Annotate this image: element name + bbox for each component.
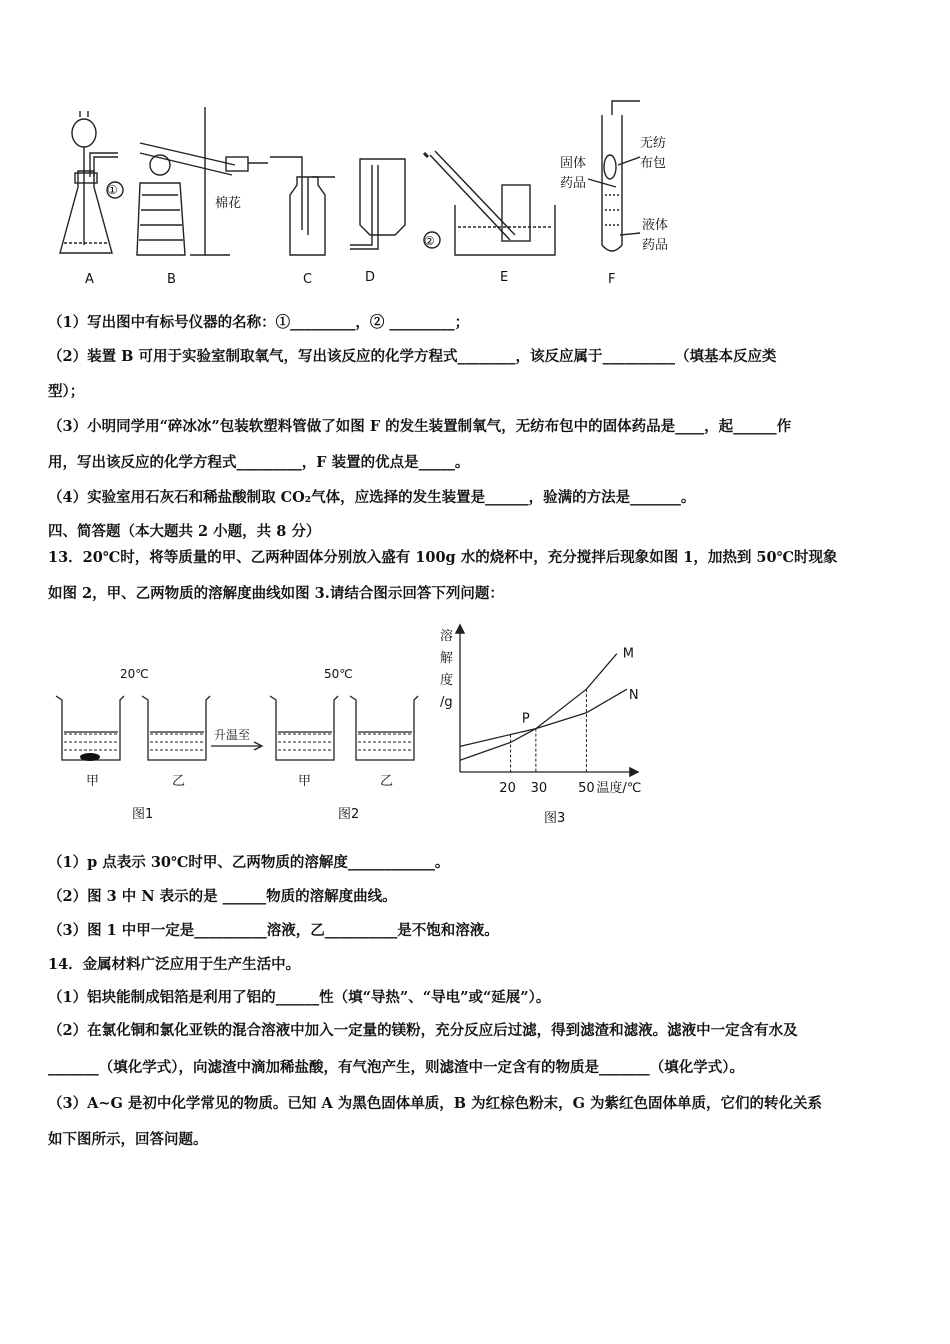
label-a: A [85,272,94,287]
heat-arrow-label: 升温至 [214,728,251,742]
q14-part3a: （3）A~G 是初中化学常见的物质。已知 A 为黑色固体单质，B 为红棕色粉末，G 为紫红色固体单质，它们的转化关系 [48,1095,822,1112]
q14-stem: 14．金属材料广泛应用于生产生活中。 [48,956,301,973]
series-n-label: N [628,688,639,704]
ylabel-4: /g [440,695,453,710]
q14-part2a: （2）在氯化铜和氯化亚铁的混合溶液中加入一定量的镁粉，充分反应后过滤，得到滤渣和滤液。滤液中一定含有水及 [48,1022,798,1039]
q13-stem-b: 如图 2，甲、乙两物质的溶解度曲线如图 3.请结合图示回答下列问题： [48,585,504,602]
fig2-temp: 50℃ [324,667,353,681]
solid-label-2: 药品 [560,176,587,191]
label-f: F [608,272,616,287]
ylabel-2: 解 [440,651,454,666]
label-d: D [365,270,376,285]
label-c: C [303,272,313,287]
q12-part3b: 用，写出该反应的化学方程式_________，F 装置的优点是_____。 [48,454,470,471]
apparatus-c [270,157,335,255]
apparatus-d [350,159,405,249]
ylabel-3: 度 [440,673,454,688]
apparatus-figure [40,95,720,295]
mark-2: ② [424,234,435,248]
label-e: E [500,270,509,285]
yi-1: 乙 [172,774,186,789]
q13-stem-a: 13．20℃时，将等质量的甲、乙两种固体分别放入盛有 100g 水的烧杯中，充分搅拌后现象如图 1，加热到 50℃时现象 [48,549,838,566]
q12-part1: （1）写出图中有标号仪器的名称：①_________，② _________； [48,314,470,331]
q14-part3b: 如下图所示，回答问题。 [48,1131,208,1148]
fig2-caption: 图2 [338,807,360,822]
series-m-label: M [622,646,634,662]
apparatus-e [424,151,555,255]
series-n-curve [460,689,627,746]
solubility-chart [432,620,662,830]
beakers-figure [48,660,428,830]
x-tick-30: 30 [530,781,548,796]
q13-part2: （2）图 3 中 N 表示的是 ______物质的溶解度曲线。 [48,888,397,905]
q13-part3: （3）图 1 中甲一定是__________溶液，乙__________是不饱和溶液。 [48,922,499,939]
jia-1: 甲 [86,774,100,789]
apparatus-f [588,101,640,251]
fig1-caption: 图1 [132,807,154,822]
bag-label-2: 布包 [640,156,667,171]
x-axis-label: 温度/℃ [596,781,642,796]
series-m-curve [460,654,617,761]
section-heading: 四、简答题（本大题共 2 小题，共 8 分） [48,523,321,540]
fig3-caption: 图3 [544,811,566,826]
q12-part2a: （2）装置 B 可用于实验室制取氧气，写出该反应的化学方程式________，该反应属于__________（填基本反应类 [48,348,777,365]
x-tick-50: 50 [578,781,595,796]
apparatus-a [60,111,118,253]
apparatus-b [107,107,268,255]
ylabel-1: 溶 [440,629,454,644]
cotton-label: 棉花 [215,196,242,211]
q12-part4: （4）实验室用石灰石和稀盐酸制取 CO₂气体，应选择的发生装置是______，验满的方法是_______。 [48,489,696,506]
solid-label-1: 固体 [560,156,587,171]
q12-part3a: （3）小明同学用“碎冰冰”包装软塑料管做了如图 F 的发生装置制氧气，无纺布包中的固体药品是____，起______作 [48,418,792,435]
q12-part2b: 型）； [48,383,85,400]
q14-part1: （1）铝块能制成铝箔是利用了铝的______性（填“导热”、“导电”或“延展”）。 [48,989,551,1006]
point-p-label: P [521,711,530,727]
liquid-label-2: 药品 [642,238,669,253]
x-tick-20: 20 [499,781,516,796]
fig1-temp: 20℃ [120,667,149,681]
mark-1: ① [107,183,118,197]
jia-2: 甲 [298,774,312,789]
q13-part1: （1）p 点表示 30℃时甲、乙两物质的溶解度____________。 [48,854,450,871]
liquid-label-1: 液体 [642,218,669,233]
bag-label-1: 无纺 [640,136,667,151]
label-b: B [167,272,176,287]
yi-2: 乙 [380,774,394,789]
q14-part2b: _______（填化学式），向滤渣中滴加稀盐酸，有气泡产生，则滤渣中一定含有的物质是_______（填化学式）。 [48,1059,744,1076]
